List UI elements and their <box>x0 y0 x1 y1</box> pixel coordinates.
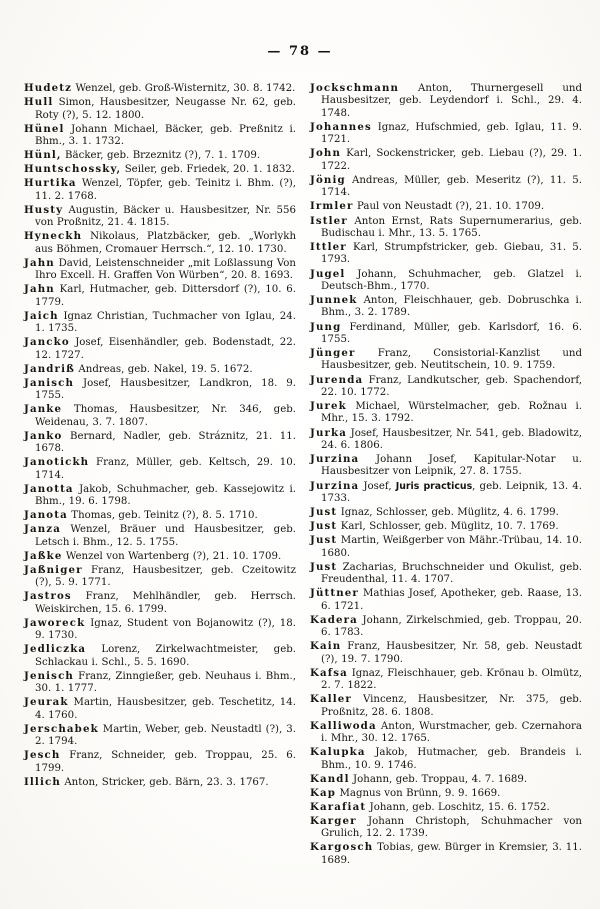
entry-headword: Ittler <box>310 241 347 253</box>
entry-headword: Janisch <box>24 376 75 389</box>
entry-headword: Jesch <box>24 749 61 762</box>
entry-headword: Illich <box>24 775 61 788</box>
register-entry <box>310 453 582 479</box>
entry-headword: Jüttner <box>310 587 359 600</box>
register-entry <box>24 377 296 403</box>
right-text-column <box>310 82 582 895</box>
register-entry <box>24 670 296 696</box>
register-entry <box>310 268 582 294</box>
entry-detail: Josef, Hausbesitzer, Nr. 541, geb. Bladowitz, 24. 6. 1806. <box>321 427 582 451</box>
entry-headword: Jaßke <box>24 549 63 562</box>
register-entry <box>24 163 296 176</box>
entry-headword: Just <box>310 560 338 573</box>
entry-detail: Wenzel, geb. Groß-Wisternitz, 30. 8. 1742. <box>72 83 296 94</box>
entry-detail: Nikolaus, Platzbäcker, geb. „Worlykh aus Böhmen, Cromauer Herrsch.“, 12. 10. 1730. <box>35 231 296 255</box>
entry-detail: Wenzel, Töpfer, geb. Teinitz i. Bhm. (?), 11. 2. 1768. <box>35 178 296 202</box>
entry-headword: Jastros <box>24 590 72 603</box>
entry-headword: Jerschabek <box>24 722 99 735</box>
register-entry <box>24 617 296 643</box>
left-text-column <box>24 82 296 895</box>
register-entry <box>24 550 296 563</box>
register-entry <box>310 720 582 746</box>
register-entry <box>310 147 582 173</box>
register-entry <box>310 693 582 719</box>
register-entry <box>24 336 296 362</box>
entry-headword: Just <box>310 520 338 533</box>
entry-detail: Johann, Schuhmacher, geb. Glatzel i. Deutsch-Bhm., 1770. <box>321 268 582 292</box>
entry-headword: Jockschmann <box>310 82 400 94</box>
entry-detail: Mathias Josef, Apotheker, geb. Raase, 13. 6. 1721. <box>321 588 582 612</box>
entry-headword: Kandl <box>310 772 350 785</box>
entry-detail: Franz, Hausbesitzer, Nr. 58, geb. Neustadt (?), 19. 7. 1790. <box>321 641 582 665</box>
entry-detail: Paul von Neustadt (?), 21. 10. 1709. <box>353 201 545 213</box>
register-entry <box>310 841 582 867</box>
entry-headword: Janotta <box>24 482 74 495</box>
register-entry <box>24 123 296 149</box>
entry-detail: Franz, Consistorial-Kanzlist und Hausbesitzer, geb. Neutitschein, 10. 9. 1759. <box>321 348 582 372</box>
register-entry <box>310 787 582 800</box>
entry-detail: Vincenz, Hausbesitzer, Nr. 375, geb. Proßnitz, 28. 6. 1808. <box>321 694 582 718</box>
entry-detail: Franz, Müller, geb. Keltsch, 29. 10. 1714. <box>35 457 296 481</box>
entry-detail: Wenzel, Bräuer und Hausbesitzer, geb. Letsch i. Bhm., 12. 5. 1755. <box>35 524 296 548</box>
entry-headword: Just <box>310 534 338 547</box>
register-entry <box>310 427 582 453</box>
entry-detail: Thomas, geb. Teinitz (?), 8. 5. 1710. <box>67 510 258 522</box>
entry-detail: Johann Christoph, Schuhmacher von Grulich, 12. 2. 1739. <box>321 815 582 840</box>
register-entry <box>310 82 582 120</box>
entry-detail: Seiler, geb. Friedek, 20. 1. 1832. <box>121 164 296 176</box>
entry-detail: Martin, Weißgerber von Mähr.-Trübau, 14. 10. 1680. <box>321 535 582 559</box>
entry-headword: Jugel <box>310 267 346 280</box>
register-entry <box>24 456 296 482</box>
entry-detail: Johann, Zirkelschmied, geb. Troppau, 20. 6. 1783. <box>321 614 582 639</box>
register-entry <box>24 590 296 616</box>
entry-headword: Husty <box>24 203 64 216</box>
register-entry <box>310 614 582 640</box>
entry-headword: Jahn <box>24 283 55 296</box>
entry-detail: Jakob, Hutmacher, geb. Brandeis i. Bhm., 10. 9. 1746. <box>321 747 582 771</box>
entry-detail: Martin, Weber, geb. Neustadtl (?), 3. 2. 1794. <box>35 723 296 748</box>
entry-detail: Zacharias, Bruchschneider und Okulist, geb. Freudenthal, 11. 4. 1707. <box>321 561 582 586</box>
entry-detail: Bäcker, geb. Brzeznitz (?), 7. 1. 1709. <box>61 150 261 162</box>
entry-detail: Josef, Eisenhändler, geb. Bodenstadt, 22. 12. 1727. <box>35 337 296 361</box>
register-entry <box>310 640 582 666</box>
entry-detail: Anton, Stricker, geb. Bärn, 23. 3. 1767. <box>60 776 269 788</box>
entry-detail: Ignaz, Fleischhauer, geb. Krönau b. Olmütz, 2. 7. 1822. <box>321 667 582 692</box>
entry-detail: Michael, Würstelmacher, geb. Rožnau i. Mhr., 15. 3. 1792. <box>321 401 582 425</box>
entry-headword: Jeurak <box>24 696 69 709</box>
entry-detail: Magnus von Brünn, 9. 9. 1669. <box>336 787 501 799</box>
entry-detail: Johann, geb. Troppau, 4. 7. 1689. <box>349 773 528 785</box>
register-entry <box>24 776 296 789</box>
entry-headword: Jaich <box>24 309 59 322</box>
entry-detail-cont: , geb. Leipnik, 13. 4. 1733. <box>321 480 582 504</box>
entry-headword: Kalupka <box>310 746 366 759</box>
entry-headword: Janota <box>24 509 68 522</box>
entry-headword: Hünl, <box>24 149 62 162</box>
entry-headword: Jönig <box>310 173 346 186</box>
entry-headword: Janke <box>24 403 63 416</box>
entry-detail: Karl, Strumpfstricker, geb. Giebau, 31. 5. 1793. <box>321 242 582 266</box>
page-number: — 78 — <box>267 44 333 59</box>
entry-detail: Thomas, Hausbesitzer, Nr. 346, geb. Weidenau, 3. 7. 1807. <box>35 404 296 428</box>
entry-detail: Lorenz, Zirkelwachtmeister, geb. Schlackau i. Schl., 5. 5. 1690. <box>35 644 296 668</box>
register-entry <box>24 749 296 775</box>
register-entry <box>310 534 582 560</box>
entry-detail: Anton, Thurnergesell und Hausbesitzer, geb. Leydendorf i. Schl., 29. 4. 1748. <box>321 83 582 119</box>
entry-detail: Augustin, Bäcker u. Hausbesitzer, Nr. 556 von Proßnitz, 21. 4. 1815. <box>35 204 296 229</box>
register-entry <box>24 723 296 749</box>
entry-detail: Josef, Hausbesitzer, Landkron, 18. 9. 1755. <box>35 377 296 402</box>
entry-detail: Bernard, Nadler, geb. Stráznitz, 21. 11. 1678. <box>35 430 296 455</box>
entry-detail: Andreas, Müller, geb. Meseritz (?), 11. 5. 1714. <box>321 174 582 199</box>
entry-headword: Jünger <box>310 347 356 359</box>
register-entry <box>310 746 582 772</box>
entry-detail: Anton, Wurstmacher, geb. Czernahora i. Mhr., 30. 12. 1765. <box>321 720 582 745</box>
entry-headword: Jedliczka <box>24 643 87 656</box>
entry-headword: Karafiat <box>310 800 367 813</box>
register-entry <box>310 801 582 814</box>
entry-detail: Josef, <box>359 480 396 492</box>
entry-headword: Kaller <box>310 693 352 706</box>
register-entry <box>24 403 296 429</box>
entry-headword: Hudetz <box>24 82 73 94</box>
register-entry <box>24 696 296 722</box>
entry-headword: John <box>310 147 342 160</box>
entry-headword: Huntschossky, <box>24 163 122 176</box>
entry-detail: David, Leistenschneider „mit Loßlassung Von Ihro Excell. H. Graffen Von Würben“, 20. 8. 1693. <box>35 257 296 282</box>
register-entry <box>310 561 582 587</box>
entry-headword: Jancko <box>24 336 70 349</box>
entry-headword: Kap <box>310 786 337 799</box>
register-entry <box>24 204 296 230</box>
entry-detail: Ignaz, Hufschmied, geb. Iglau, 11. 9. 1721. <box>321 121 582 146</box>
entry-headword: Kain <box>310 640 342 653</box>
entry-detail: Tobias, gew. Bürger in Kremsier, 3. 11. 1689. <box>321 842 582 866</box>
register-entry <box>24 82 296 95</box>
entry-headword: Jandriß <box>24 362 75 375</box>
register-entry <box>310 174 582 200</box>
entry-detail: Franz, Zinngießer, geb. Neuhaus i. Bhm., 30. 1. 1777. <box>35 670 296 695</box>
entry-headword: Karger <box>310 814 357 827</box>
register-entry <box>310 215 582 241</box>
entry-detail: Franz, Mehlhändler, geb. Herrsch. Weiskirchen, 15. 6. 1799. <box>35 591 296 615</box>
entry-detail: Ferdinand, Müller, geb. Karlsdorf, 16. 6. 1755. <box>321 321 582 345</box>
entry-detail: Ignaz Christian, Tuchmacher von Iglau, 24. 1. 1735. <box>35 310 296 335</box>
register-entry <box>24 149 296 162</box>
register-entry <box>24 509 296 522</box>
entry-headword: Kargosch <box>310 841 374 854</box>
register-entry <box>310 347 582 373</box>
register-entry <box>310 200 582 213</box>
entry-headword: Jurka <box>310 426 348 439</box>
entry-headword: Janza <box>24 523 61 536</box>
entry-headword: Kalliwoda <box>310 719 377 732</box>
entry-headword: Jaßniger <box>24 563 83 576</box>
register-entry <box>310 815 582 841</box>
register-entry <box>310 321 582 347</box>
entry-headword: Hünel <box>24 122 65 135</box>
entry-detail: Johann Josef, Kapitular-Notar u. Hausbesitzer von Leipnik, 27. 8. 1755. <box>321 454 582 478</box>
register-entry <box>310 520 582 533</box>
entry-detail: Karl, Sockenstricker, geb. Liebau (?), 29. 1. 1722. <box>321 148 582 172</box>
entry-detail: Johann Michael, Bäcker, geb. Preßnitz i. Bhm., 3. 1. 1732. <box>35 123 296 147</box>
entry-headword: Janotickh <box>24 456 90 469</box>
register-entry <box>310 506 582 519</box>
register-entry <box>310 121 582 147</box>
entry-headword: Hull <box>24 96 54 109</box>
register-entry <box>24 363 296 376</box>
entry-detail: Jakob, Schuhmacher, geb. Kassejowitz i. Bhm., 19. 6. 1798. <box>35 483 296 508</box>
entry-detail: Anton, Fleischhauer, geb. Dobruschka i. Bhm., 3. 2. 1789. <box>321 295 582 319</box>
register-entry <box>24 483 296 509</box>
entry-detail: Andreas, geb. Nakel, 19. 5. 1672. <box>74 363 253 375</box>
entry-headword: Jurzina <box>310 453 360 465</box>
register-entry <box>310 374 582 400</box>
entry-detail: Martin, Hausbesitzer, geb. Teschetitz, 14. 4. 1760. <box>35 697 296 721</box>
register-entry <box>24 283 296 309</box>
entry-headword: Just <box>310 506 338 518</box>
entry-detail: Karl, Schlosser, geb. Müglitz, 10. 7. 1769. <box>337 521 559 533</box>
entry-headword: Hurtika <box>24 177 77 190</box>
register-entry <box>24 643 296 669</box>
entry-headword: Kadera <box>310 613 358 626</box>
register-entry <box>24 177 296 203</box>
entry-detail: Wenzel von Wartenberg (?), 21. 10. 1709. <box>62 550 282 562</box>
entry-headword: Kafsa <box>310 666 348 679</box>
register-entry <box>310 241 582 267</box>
entry-headword: Jenisch <box>24 669 74 682</box>
register-entry <box>310 480 582 506</box>
entry-headword: Jurenda <box>310 373 364 386</box>
entry-headword: Hyneckh <box>24 230 83 243</box>
entry-detail: Anton Ernst, Rats Supernumerarius, geb. Budischau i. Mhr., 13. 5. 1765. <box>321 215 582 239</box>
register-entry <box>310 667 582 693</box>
entry-detail: Simon, Hausbesitzer, Neugasse Nr. 62, geb. Roty (?), 5. 12. 1800. <box>35 97 296 121</box>
entry-detail: Ignaz, Student von Bojanowitz (?), 18. 9. 1730. <box>35 617 296 642</box>
entry-detail: Johann, geb. Loschitz, 15. 6. 1752. <box>366 801 550 813</box>
register-entry <box>24 257 296 283</box>
entry-headword: Jurek <box>310 400 347 412</box>
register-entry <box>24 523 296 549</box>
entry-detail: Franz, Schneider, geb. Troppau, 25. 6. 1799. <box>35 750 296 774</box>
entry-headword: Jaworeck <box>24 616 86 629</box>
entry-headword: Jung <box>310 320 342 333</box>
entry-headword: Irmler <box>310 200 354 213</box>
entry-detail: Franz, Hausbesitzer, geb. Czeitowitz (?), 5. 9. 1771. <box>35 564 296 589</box>
two-column-body <box>24 82 582 895</box>
entry-headword: Jurzina <box>310 479 360 492</box>
entry-headword: Junnek <box>310 294 358 306</box>
entry-headword: Janko <box>24 429 63 442</box>
register-entry <box>310 400 582 426</box>
register-entry <box>24 96 296 122</box>
register-entry <box>24 310 296 336</box>
entry-detail: Franz, Landkutscher, geb. Spachendorf, 22. 10. 1772. <box>321 374 582 398</box>
register-entry <box>24 430 296 456</box>
entry-latin-term: Juris practicus <box>395 480 473 492</box>
entry-headword: Istler <box>310 214 348 227</box>
register-entry <box>310 294 582 320</box>
register-entry <box>24 564 296 590</box>
register-entry <box>24 230 296 256</box>
entry-headword: Johannes <box>310 120 372 133</box>
register-entry <box>310 587 582 613</box>
register-entry <box>310 773 582 786</box>
entry-detail: Ignaz, Schlosser, geb. Müglitz, 4. 6. 1799. <box>337 507 559 518</box>
entry-detail: Karl, Hutmacher, geb. Dittersdorf (?), 10. 6. 1779. <box>35 284 296 308</box>
entry-headword: Jahn <box>24 256 55 269</box>
